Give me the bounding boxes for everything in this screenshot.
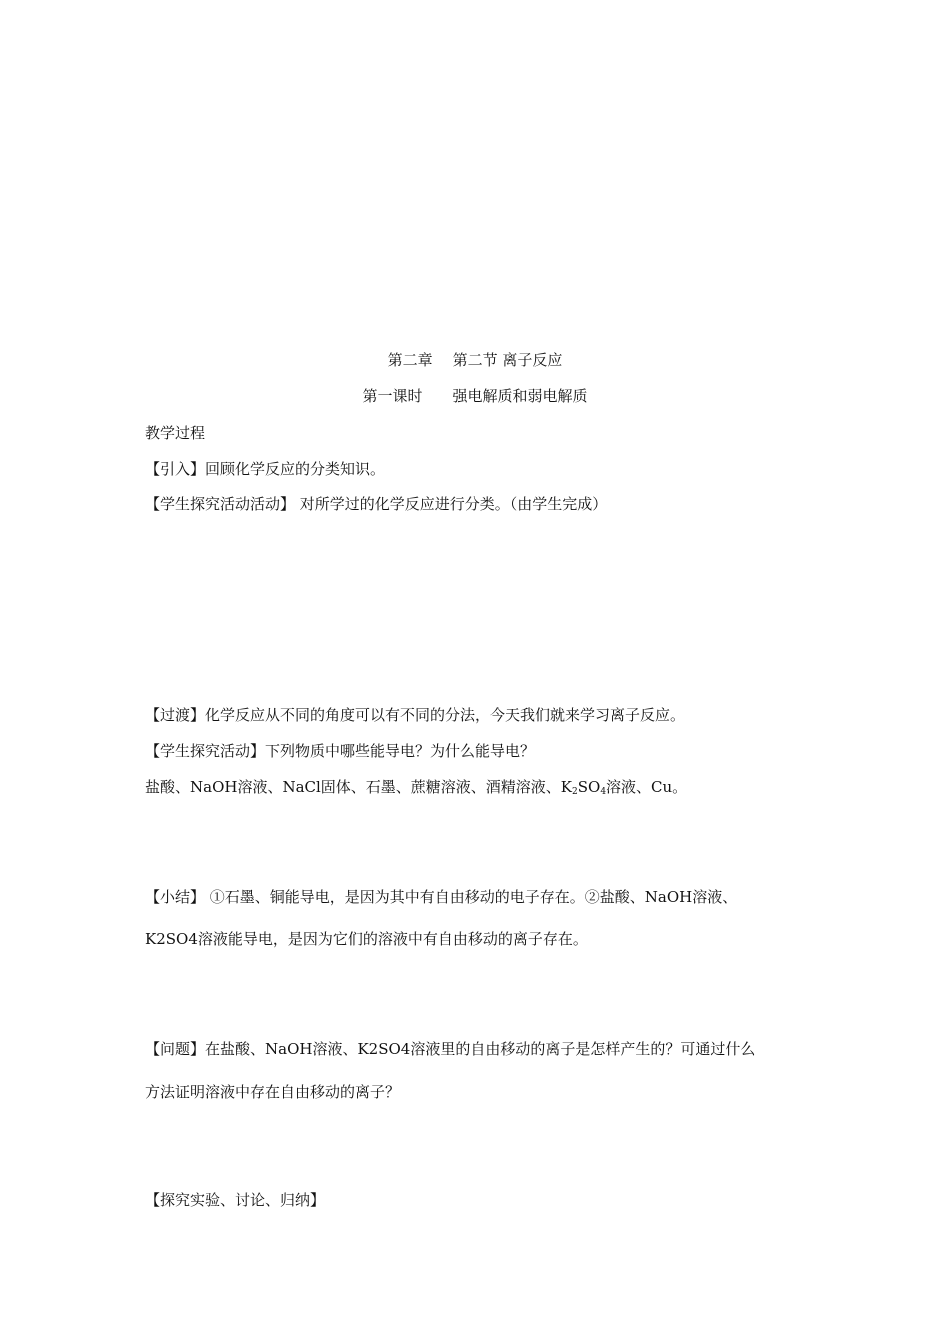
summary-line-2: K2SO4溶液能导电，是因为它们的溶液中有自由移动的离子存在。: [145, 930, 588, 948]
section-heading: 教学过程: [145, 424, 206, 442]
question-line-2: 方法证明溶液中存在自由移动的离子？: [145, 1083, 401, 1101]
chapter-title: [0, 350, 950, 370]
lesson-subtitle: [0, 386, 950, 406]
substances-text-a: 盐酸、NaOH溶液、NaCl固体、石墨、蔗糖溶液、酒精溶液、K: [145, 778, 572, 796]
subscript-2: 2: [572, 787, 578, 797]
intro-paragraph: 【引入】回顾化学反应的分类知识。: [145, 460, 386, 478]
substances-text-b: SO: [577, 778, 601, 796]
question-line-1: 【问题】在盐酸、NaOH溶液、K2SO4溶液里的自由移动的离子是怎样产生的？可通过什么: [145, 1040, 756, 1058]
activity-paragraph-1: 【学生探究活动活动】 对所学过的化学反应进行分类。（由学生完成）: [145, 495, 608, 513]
section-label: 第二节 离子反应: [452, 351, 563, 369]
transition-paragraph: 【过渡】化学反应从不同的角度可以有不同的分法，今天我们就来学习离子反应。: [145, 706, 686, 724]
substances-text-c: 溶液、Cu。: [606, 778, 688, 796]
subscript-4: 4: [600, 787, 607, 797]
lesson-period: 第一课时: [362, 387, 423, 405]
summary-line-1: 【小结】 ①石墨、铜能导电，是因为其中有自由移动的电子存在。②盐酸、NaOH溶液、: [145, 888, 738, 906]
activity-paragraph-2: 【学生探究活动】下列物质中哪些能导电？为什么能导电？: [145, 742, 536, 760]
lesson-topic: 强电解质和弱电解质: [452, 387, 588, 405]
chapter-label: 第二章: [387, 351, 433, 369]
experiment-heading: 【探究实验、讨论、归纳】: [145, 1191, 326, 1209]
substances-list: [145, 777, 687, 797]
